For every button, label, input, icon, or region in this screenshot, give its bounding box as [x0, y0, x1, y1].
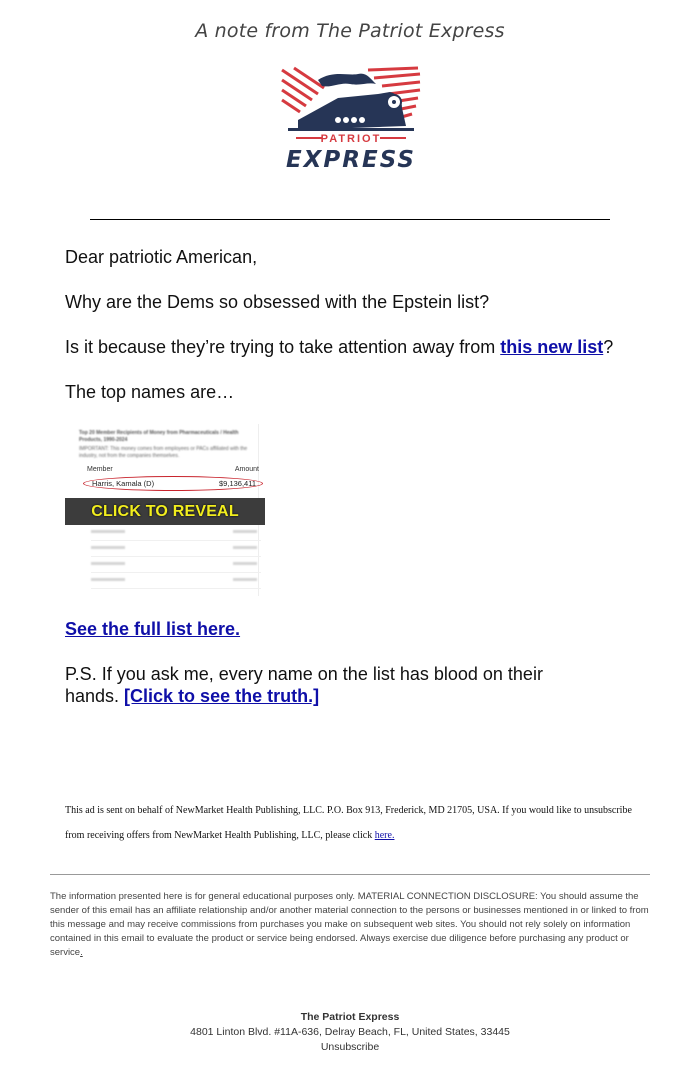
see-full-list-line	[65, 618, 240, 640]
question-new-list	[65, 336, 613, 358]
highlighted-member: Harris, Kamala (D)	[92, 479, 155, 488]
header-note: A note from The Patriot Express	[195, 20, 505, 42]
column-member: Member	[87, 466, 113, 473]
divider-top	[90, 219, 610, 220]
table-note-blurred: IMPORTANT: This money comes from employees or PACs affiliated with the industry, not from the companies themselves.	[79, 446, 248, 459]
see-the-truth-link[interactable]: [Click to see the truth.]	[124, 686, 320, 706]
ps-text: P.S. If you ask me, every name on the list has blood on their hands.	[65, 664, 543, 706]
legal-text: This ad is sent on behalf of NewMarket Health Publishing, LLC. P.O. Box 913, Frederick, MD 21705, USA. If you would like to unsubscribe from receiving offers from NewMarket Health Publishing, LLC, please click	[65, 805, 632, 841]
top-names-intro: The top names are…	[65, 382, 235, 402]
patriot-express-logo	[278, 64, 424, 174]
footer	[0, 1010, 700, 1055]
legal-unsubscribe-link[interactable]: here.	[374, 830, 395, 841]
highlighted-amount: $9,136,411	[219, 479, 256, 488]
click-to-reveal-button[interactable]: CLICK TO REVEAL	[65, 498, 265, 525]
divider-bottom	[50, 874, 650, 875]
blurred-row	[91, 558, 261, 573]
question-suffix: ?	[603, 337, 614, 357]
disclosure-text: The information presented here is for general educational purposes only. MATERIAL CONNECTION DISCLOSURE: You should assume the sender of this email has an affiliate relationship and/or another material connection to the persons or businesses mentioned in or linked to from this message and may receive commissions from purchases you make on subsequent web sites. You should not rely solely on information contained in this email to evaluate the product or service being endorsed. Always exercise due diligence before purchasing any product or service	[50, 891, 649, 958]
disclosure-end: .	[80, 947, 83, 958]
highlighted-row	[83, 476, 263, 491]
ps-paragraph	[65, 663, 555, 707]
this-new-list-link[interactable]: this new list	[500, 337, 604, 357]
click-to-reveal-image[interactable]	[65, 424, 265, 596]
column-amount: Amount	[234, 466, 259, 473]
question-epstein: Why are the Dems so obsessed with the Epstein list?	[65, 292, 490, 312]
train-logo-icon	[278, 64, 424, 174]
table-header	[87, 466, 263, 473]
blurred-row	[91, 542, 261, 557]
see-full-list-link[interactable]: See the full list here.	[65, 619, 241, 639]
footer-sender-name: The Patriot Express	[300, 1011, 400, 1023]
greeting: Dear patriotic American,	[65, 247, 258, 267]
footer-unsubscribe-link[interactable]: Unsubscribe	[320, 1041, 380, 1053]
legal-notice	[65, 798, 635, 848]
material-disclosure	[50, 890, 655, 960]
svg-text:EXPRESS: EXPRESS	[285, 147, 417, 173]
blurred-row	[91, 574, 261, 589]
question-prefix: Is it because they’re trying to take attention away from	[65, 337, 501, 357]
svg-text:PATRIOT: PATRIOT	[320, 133, 382, 145]
table-title-blurred: Top 20 Member Recipients of Money from Pharmaceuticals / Health Products, 1990-2024	[79, 430, 239, 443]
footer-address: 4801 Linton Blvd. #11A-636, Delray Beach, FL, United States, 33445	[190, 1026, 510, 1038]
blurred-row	[91, 526, 261, 541]
